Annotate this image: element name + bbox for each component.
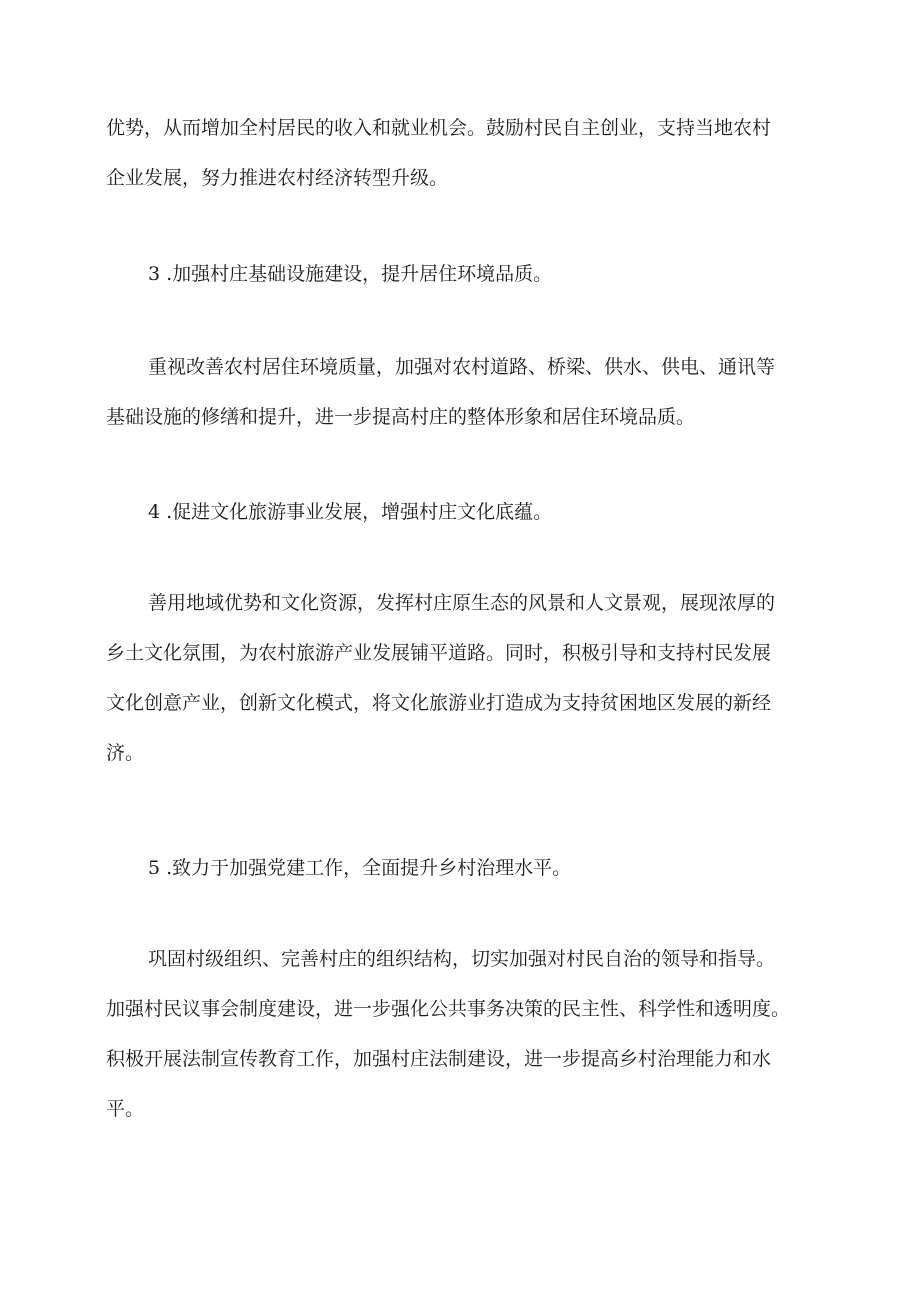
paragraph-line: 文化创意产业，创新文化模式，将文化旅游业打造成为支持贫困地区发展的新经 [106, 692, 772, 714]
paragraph-line: 善用地域优势和文化资源，发挥村庄原生态的风景和人文景观，展现浓厚的 [148, 592, 776, 614]
section-heading-4: 4 .促进文化旅游事业发展，增强村庄文化底蕴。 [148, 501, 553, 523]
paragraph-line: 济。 [106, 742, 145, 764]
paragraph-line: 加强村民议事会制度建设，进一步强化公共事务决策的民主性、科学性和透明度。 [106, 998, 791, 1020]
paragraph-line: 积极开展法制宣传教育工作，加强村庄法制建设，进一步提高乡村治理能力和水 [106, 1048, 772, 1070]
paragraph-line: 重视改善农村居住环境质量，加强对农村道路、桥梁、供水、供电、通讯等 [148, 356, 776, 378]
paragraph-line: 企业发展，努力推进农村经济转型升级。 [106, 167, 449, 189]
paragraph-culture-tourism [106, 578, 822, 778]
paragraph-line: 巩固村级组织、完善村庄的组织结构，切实加强对村民自治的领导和指导。 [148, 948, 776, 970]
paragraph-line: 平。 [106, 1098, 145, 1120]
paragraph-governance [106, 934, 822, 1134]
paragraph-economy [106, 103, 822, 203]
section-heading-3: 3 .加强村庄基础设施建设，提升居住环境品质。 [148, 263, 553, 285]
paragraph-line: 优势，从而增加全村居民的收入和就业机会。鼓励村民自主创业，支持当地农村 [106, 117, 772, 139]
section-heading-5: 5 .致力于加强党建工作，全面提升乡村治理水平。 [148, 857, 572, 879]
paragraph-infrastructure [106, 342, 822, 442]
paragraph-line: 乡土文化氛围，为农村旅游产业发展铺平道路。同时，积极引导和支持村民发展 [106, 642, 772, 664]
paragraph-line: 基础设施的修缮和提升，进一步提高村庄的整体形象和居住环境品质。 [106, 406, 696, 428]
